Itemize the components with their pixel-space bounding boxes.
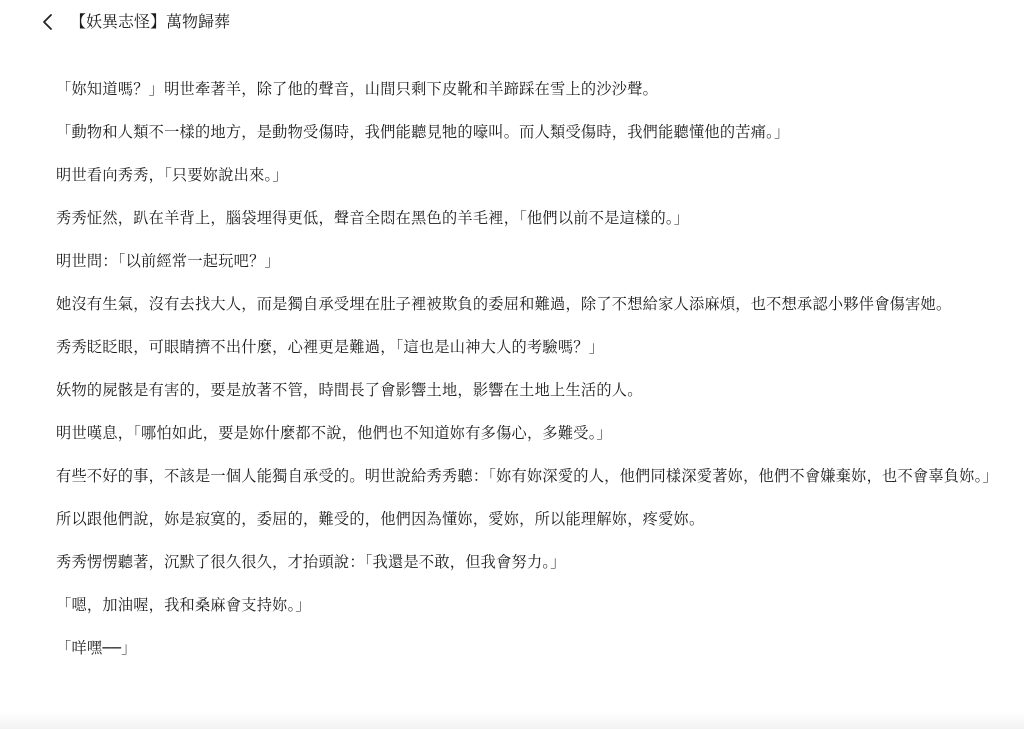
page-title: 【妖異志怪】萬物歸葬	[70, 12, 231, 31]
paragraph: 明世嘆息，「哪怕如此，要是妳什麼都不說，他們也不知道妳有多傷心，多難受。」	[56, 424, 612, 442]
paragraph: 妖物的屍骸是有害的，要是放著不管，時間長了會影響土地，影響在土地上生活的人。	[56, 381, 643, 399]
back-button[interactable]	[38, 11, 58, 33]
paragraph: 「妳知道嗎？」明世牽著羊，除了他的聲音，山間只剩下皮靴和羊蹄踩在雪上的沙沙聲。	[56, 80, 659, 98]
article-body	[22, 77, 998, 679]
top-bar	[0, 0, 1024, 44]
paragraph: 「嗯，加油喔，我和桑麻會支持妳。」	[56, 596, 311, 614]
paragraph: 秀秀愣愣聽著，沉默了很久很久，才抬頭說：「我還是不敢，但我會努力。」	[56, 553, 566, 571]
paragraph: 明世問：「以前經常一起玩吧？」	[56, 252, 280, 270]
bottom-fade	[0, 712, 1024, 729]
paragraph: 秀秀怔然，趴在羊背上，腦袋埋得更低，聲音全悶在黑色的羊毛裡，「他們以前不是這樣的。」	[56, 209, 690, 227]
paragraph: 所以跟他們說，妳是寂寞的，委屈的，難受的，他們因為懂妳，愛妳，所以能理解妳，疼愛妳。	[56, 510, 705, 528]
paragraph: 「動物和人類不一樣的地方，是動物受傷時，我們能聽見牠的嚎叫。而人類受傷時，我們能聽懂他的苦痛。」	[56, 123, 790, 141]
paragraph: 秀秀眨眨眼，可眼睛擠不出什麼，心裡更是難過，「這也是山神大人的考驗嗎？」	[56, 338, 605, 356]
paragraph: 她沒有生氣，沒有去找大人，而是獨自承受埋在肚子裡被欺負的委屈和難過，除了不想給家人添麻煩，也不想承認小夥伴會傷害她。	[56, 295, 952, 313]
paragraph: 有些不好的事，不該是一個人能獨自承受的。明世說給秀秀聽：「妳有妳深愛的人，他們同樣深愛著妳，他們不會嫌棄妳，也不會辜負妳。」	[56, 467, 998, 485]
paragraph: 「咩嘿──」	[56, 639, 137, 657]
paragraph: 明世看向秀秀，「只要妳說出來。」	[56, 166, 288, 184]
chevron-left-icon	[38, 11, 58, 33]
